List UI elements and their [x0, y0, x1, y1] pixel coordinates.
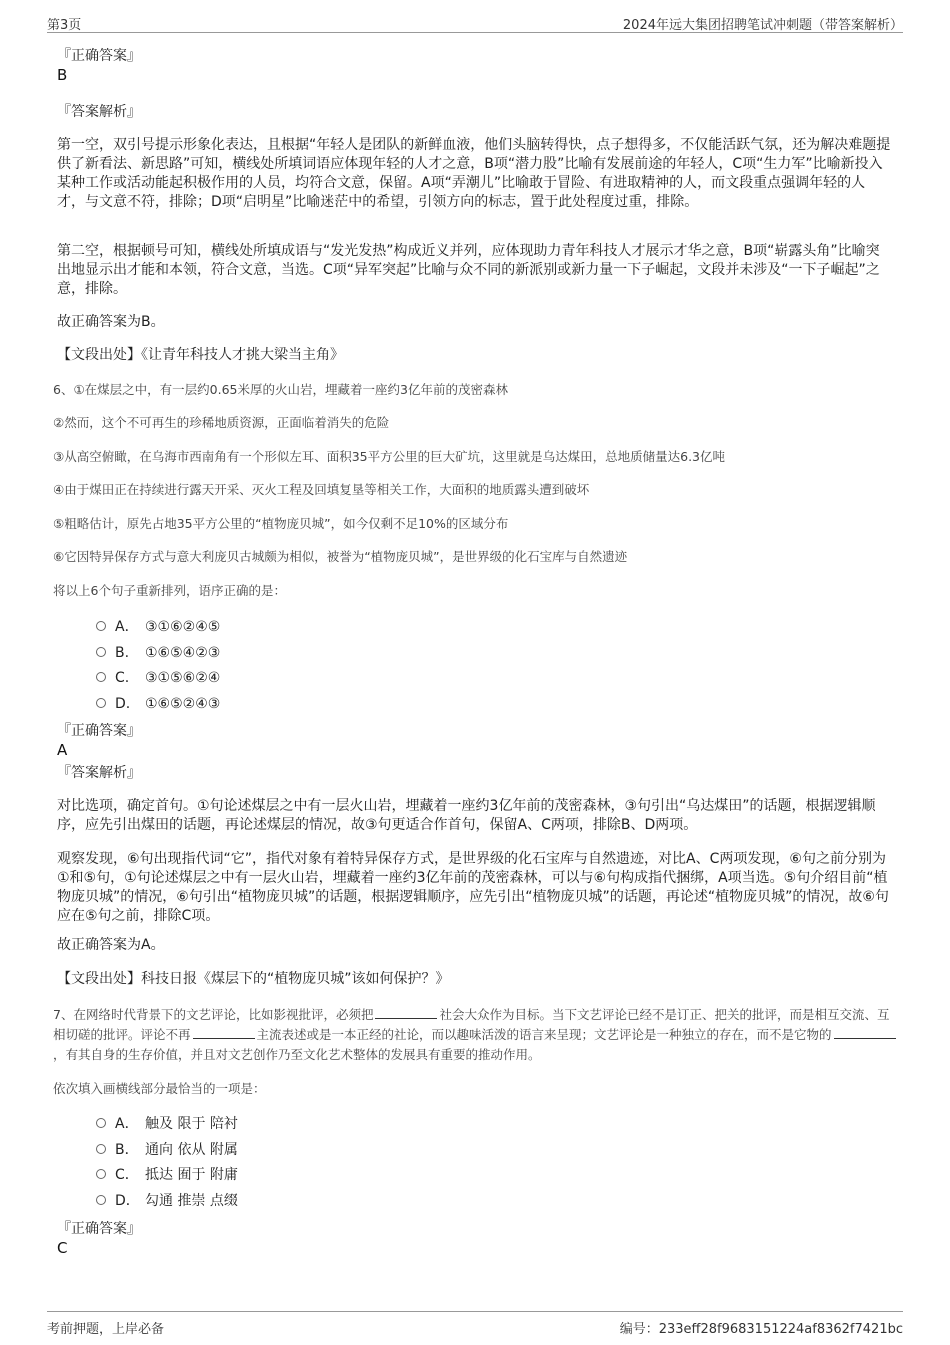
question-sentence: ③从高空俯瞰，在乌海市西南角有一个形似左耳、面积35平方公里的巨大矿坑，这里就是乌达煤田，总地质储量达6.3亿吨 — [53, 449, 725, 464]
fill-blank — [834, 1027, 896, 1039]
radio-button[interactable] — [96, 698, 106, 708]
correct-answer-value: A — [57, 741, 68, 759]
option-d[interactable]: D． 勾通 推崇 点缀 — [96, 1192, 238, 1211]
option-b[interactable]: B. ①⑥⑤④②③ — [96, 644, 220, 663]
source-citation: 【文段出处】《让青年科技人才挑大梁当主角》 — [57, 347, 344, 363]
source-citation: 【文段出处】科技日报《煤层下的“植物庞贝城”该如何保护？》 — [57, 971, 450, 987]
analysis-paragraph: 第一空，双引号提示形象化表达，且根据“年轻人是团队的新鲜血液，他们头脑转得快，点子想得多，不仅能活跃气氛，还为解决难题提供了新看法、新思路”可知，横线处所填词语应体现年轻的人才之意，B项“潜力股”比喻有发展前途的年轻人，C项“生力军”比喻新投入某种工作或活动能起积极作用的人员，均符合文意，保留。A项“弄潮儿”比喻敢于冒险、有进取精神的人，而文段重点强调年轻的人才，与文意不符，排除；D项“启明星”比喻迷茫中的希望，引领方向的标志，置于此处程度过重，排除。 — [57, 137, 891, 210]
radio-button[interactable] — [96, 1118, 106, 1128]
correct-answer-value: B — [57, 66, 68, 84]
page-number: 第3页 — [47, 18, 82, 33]
question-sentence: ②然而，这个不可再生的珍稀地质资源，正面临着消失的危险 — [53, 415, 390, 430]
question-sentence: ⑤粗略估计，原先占地35平方公里的“植物庞贝城”，如今仅剩不足10%的区域分布 — [53, 516, 509, 531]
page-header — [47, 10, 903, 33]
correct-answer-label: 『正确答案』 — [57, 48, 141, 64]
correct-answer-value: C — [57, 1239, 68, 1257]
footer-slogan: 考前押题，上岸必备 — [47, 1322, 165, 1337]
radio-button[interactable] — [96, 1195, 106, 1205]
radio-button[interactable] — [96, 1144, 106, 1154]
analysis-paragraph: 观察发现，⑥句出现指代词“它”，指代对象有着特异保存方式，是世界级的化石宝库与自然遗迹，对比A、C两项发现，⑥句之前分别为①和⑤句，①句论述煤层之中有一层火山岩，埋藏着一座约3亿年前的茂密森林，可以与⑥句构成指代捆绑，A项当选。⑤句介绍目前“植物庞贝城”的情况，⑥句引出“植物庞贝城”的话题，根据逻辑顺序，应先引出“植物庞贝城”的话题，再论述“植物庞贝城”的情况，故⑥句应在⑤句之前，排除C项。 — [57, 851, 889, 924]
question-sentence: ⑥它因特异保存方式与意大利庞贝古城颇为相似，被誉为“植物庞贝城”，是世界级的化石宝库与自然遗迹 — [53, 549, 628, 564]
option-a[interactable]: A． ③①⑥②④⑤ — [96, 618, 220, 637]
answer-analysis-label: 『答案解析』 — [57, 765, 141, 781]
page-footer — [47, 1311, 903, 1338]
option-c[interactable]: C. ③①⑤⑥②④ — [96, 669, 220, 688]
option-d[interactable]: D. ①⑥⑤②④③ — [96, 695, 220, 714]
question-sentence: ④由于煤田正在持续进行露天开采、灭火工程及回填复垦等相关工作，大面积的地质露头遭到破坏 — [53, 482, 590, 497]
option-a[interactable]: A． 触及 限于 陪衬 — [96, 1115, 238, 1134]
fill-blank — [193, 1027, 255, 1039]
conclusion-text: 故正确答案为A。 — [57, 937, 165, 953]
option-c[interactable]: C． 抵达 囿于 附庸 — [96, 1166, 238, 1185]
conclusion-text: 故正确答案为B。 — [57, 314, 165, 330]
radio-button[interactable] — [96, 647, 106, 657]
radio-button[interactable] — [96, 621, 106, 631]
radio-button[interactable] — [96, 1169, 106, 1179]
analysis-paragraph: 对比选项，确定首句。①句论述煤层之中有一层火山岩，埋藏着一座约3亿年前的茂密森林，③句引出“乌达煤田”的话题，根据逻辑顺序，应先引出煤田的话题，再论述煤层的情况，故③句更适合作首句，保留A、C两项，排除B、D两项。 — [57, 798, 876, 833]
option-b[interactable]: B． 通向 依从 附属 — [96, 1141, 238, 1160]
analysis-paragraph: 第二空，根据顿号可知，横线处所填成语与“发光发热”构成近义并列，应体现助力青年科技人才展示才华之意，B项“崭露头角”比喻突出地显示出才能和本领，符合文意，当选。C项“异军突起”比喻与众不同的新派别或新力量一下子崛起，文段并未涉及“一下子崛起”之意，排除。 — [57, 243, 880, 297]
question-prompt: 依次填入画横线部分最恰当的一项是： — [53, 1081, 266, 1096]
radio-button[interactable] — [96, 672, 106, 682]
question-stem: 7、在网络时代背景下的文艺评论，比如影视批评，必须把 社会大众作为目标。当下文艺评论已经不是订正、把关的批评，而是相互交流、互相切磋的批评。评论不再 主流表述或是一本正经的社论，而以趣味活泼的语言来呈现；文艺评论是一种独立的存在，而不是它物的，有其自身的生存价值，并且对文艺创作乃至文化艺术整体的发展具有重要的推动作用。 — [53, 1005, 898, 1065]
document-id: 编号：233eff28f9683151224af8362f7421bc — [619, 1322, 903, 1337]
answer-analysis-label: 『答案解析』 — [57, 104, 141, 120]
document-title: 2024年远大集团招聘笔试冲刺题（带答案解析） — [622, 18, 903, 33]
fill-blank — [375, 1007, 437, 1019]
question-sentence: 6、①在煤层之中，有一层约0.65米厚的火山岩，埋藏着一座约3亿年前的茂密森林 — [53, 382, 508, 397]
question-prompt: 将以上6个句子重新排列，语序正确的是： — [53, 583, 286, 598]
correct-answer-label: 『正确答案』 — [57, 1221, 141, 1237]
correct-answer-label: 『正确答案』 — [57, 723, 141, 739]
